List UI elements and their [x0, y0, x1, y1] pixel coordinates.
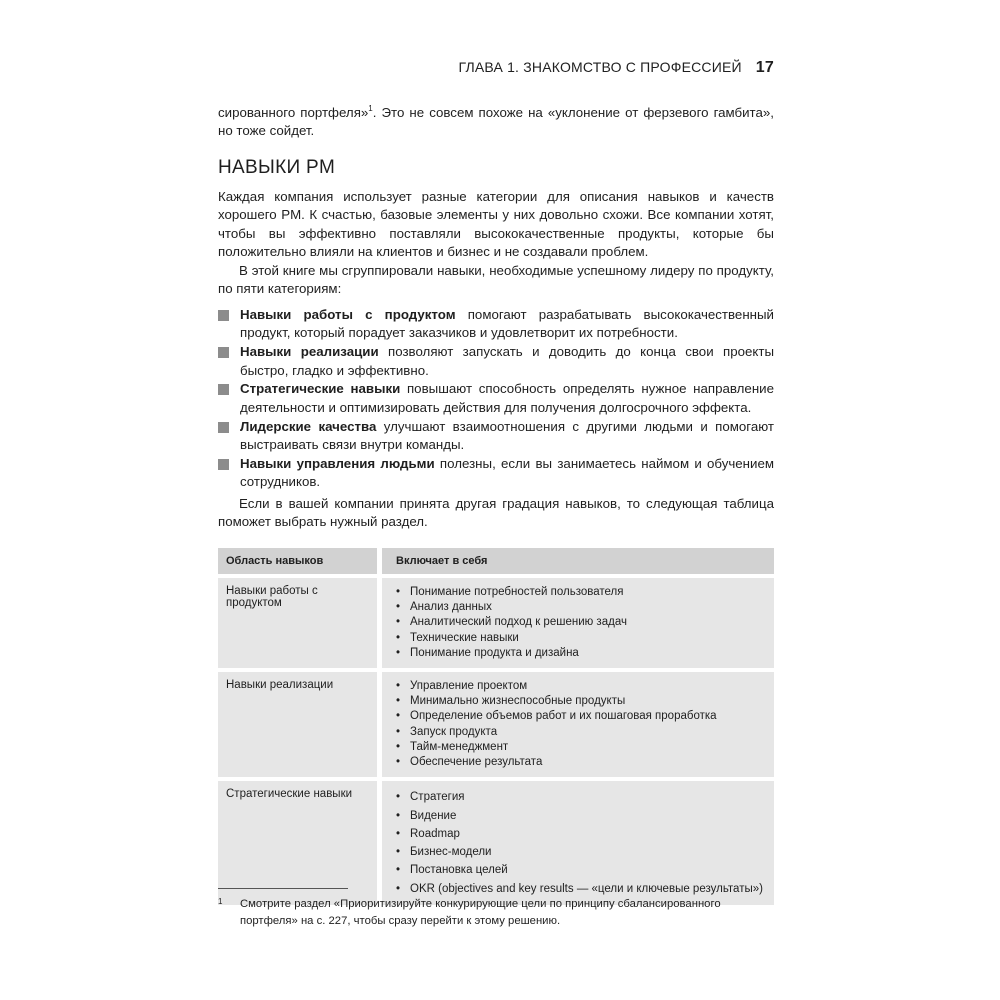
- list-item-term: Навыки реализации: [240, 344, 379, 360]
- section-paragraph-3: Если в вашей компании принята другая градация навыков, то следующая таблица поможет выбрать нужный раздел.: [218, 496, 774, 530]
- intro-text: сированного портфеля»: [218, 105, 369, 120]
- section-heading: НАВЫКИ PM: [218, 157, 336, 178]
- square-bullet-icon: [218, 422, 229, 433]
- table-cell-items: [382, 578, 774, 668]
- footnote: [218, 896, 774, 929]
- section-paragraph-2: В этой книге мы сгруппировали навыки, необходимые успешному лидеру по продукту, по пяти категориям:: [218, 263, 774, 297]
- table-cell-area: Навыки реализации: [218, 672, 377, 777]
- list-item: [218, 380, 774, 417]
- list-item: • Запуск продукта: [396, 725, 766, 740]
- list-item-text: полезны, если вы занимаетесь наймом и обучением сотрудников.: [240, 455, 774, 490]
- footnote-ref[interactable]: 1: [368, 104, 373, 113]
- footnote-text: Смотрите раздел «Приоритизируйте конкурирующие цели по принципу сбалансированного портфеля» на с. 227, чтобы сразу перейти к этому решению.: [240, 898, 721, 927]
- square-bullet-icon: [218, 310, 229, 321]
- list-item: • OKR (objectives and key results — «цели и ключевые результаты»): [396, 880, 766, 898]
- table-row: [218, 781, 774, 905]
- intro-paragraph: [218, 104, 774, 141]
- list-item-text: повышают способность определять нужное направление деятельности и оптимизировать действия для получения долгосрочного эффекта.: [240, 381, 774, 415]
- table-cell-items: [382, 672, 774, 777]
- list-item: • Минимально жизнеспособные продукты: [396, 694, 766, 709]
- list-item: • Бизнес-модели: [396, 843, 766, 861]
- list-item-text: позволяют запускать и доводить до конца свои проекты быстро, гладко и эффективно.: [240, 344, 774, 378]
- list-item: [218, 418, 774, 455]
- list-item-term: Навыки управления людьми: [240, 455, 435, 471]
- list-item: • Обеспечение результата: [396, 755, 766, 770]
- table-row: [218, 578, 774, 668]
- list-item: • Видение: [396, 807, 766, 825]
- list-item: • Анализ данных: [396, 600, 766, 615]
- table-row: [218, 672, 774, 777]
- footnote-divider: [218, 888, 348, 889]
- square-bullet-icon: [218, 459, 229, 470]
- list-item: • Аналитический подход к решению задач: [396, 615, 766, 630]
- list-item-term: Лидерские качества: [240, 418, 377, 434]
- chapter-title: ГЛАВА 1. ЗНАКОМСТВО С ПРОФЕССИЕЙ: [458, 59, 742, 75]
- square-bullet-icon: [218, 347, 229, 358]
- section-paragraph-1: Каждая компания использует разные категории для описания навыков и качеств хорошего PM. К счастью, базовые элементы у них довольно схожи. Все компании хотят, чтобы вы эффективно поставляли высококачественные продукты, которые бы положительно влияли на клиентов и бизнес и не создавали проблем.: [218, 189, 774, 260]
- items-list: [396, 585, 766, 661]
- list-item: • Определение объемов работ и их пошаговая проработка: [396, 709, 766, 724]
- list-item: • Понимание потребностей пользователя: [396, 585, 766, 600]
- items-list: [396, 679, 766, 770]
- table-header-area: Область навыков: [218, 548, 377, 574]
- list-item: • Roadmap: [396, 825, 766, 843]
- list-item: • Тайм-менеджмент: [396, 740, 766, 755]
- square-bullet-icon: [218, 384, 229, 395]
- list-item: [218, 455, 774, 492]
- page-number: 17: [755, 59, 774, 76]
- skills-table: [218, 548, 774, 909]
- list-item: • Понимание продукта и дизайна: [396, 646, 766, 661]
- footnote-mark: 1: [218, 897, 223, 906]
- intro-text-after: . Это не совсем похоже на «уклонение от ферзевого гамбита», но тоже сойдет.: [218, 105, 774, 139]
- table-cell-items: [382, 781, 774, 905]
- running-head: [218, 59, 774, 77]
- table-cell-area: Навыки работы с продуктом: [218, 578, 377, 668]
- list-item: [218, 306, 774, 343]
- list-item-text: улучшают взаимоотношения с другими людьми и помогают выстраивать связи внутри команды.: [240, 418, 774, 453]
- list-item: • Технические навыки: [396, 631, 766, 646]
- table-header-row: [218, 548, 774, 574]
- list-item-term: Навыки работы с продуктом: [240, 307, 456, 322]
- list-item-term: Стратегические навыки: [240, 381, 401, 397]
- list-item: [218, 343, 774, 380]
- table-header-includes: Включает в себя: [382, 548, 774, 574]
- skill-categories-list: [218, 306, 774, 492]
- table-cell-area: Стратегические навыки: [218, 781, 377, 905]
- list-item: • Стратегия: [396, 788, 766, 806]
- list-item-text: помогают разрабатывать высококачественный продукт, который порадует заказчиков и удовлетворит их потребности.: [240, 307, 774, 341]
- list-item: • Постановка целей: [396, 861, 766, 879]
- items-list: [396, 788, 766, 898]
- list-item: • Управление проектом: [396, 679, 766, 694]
